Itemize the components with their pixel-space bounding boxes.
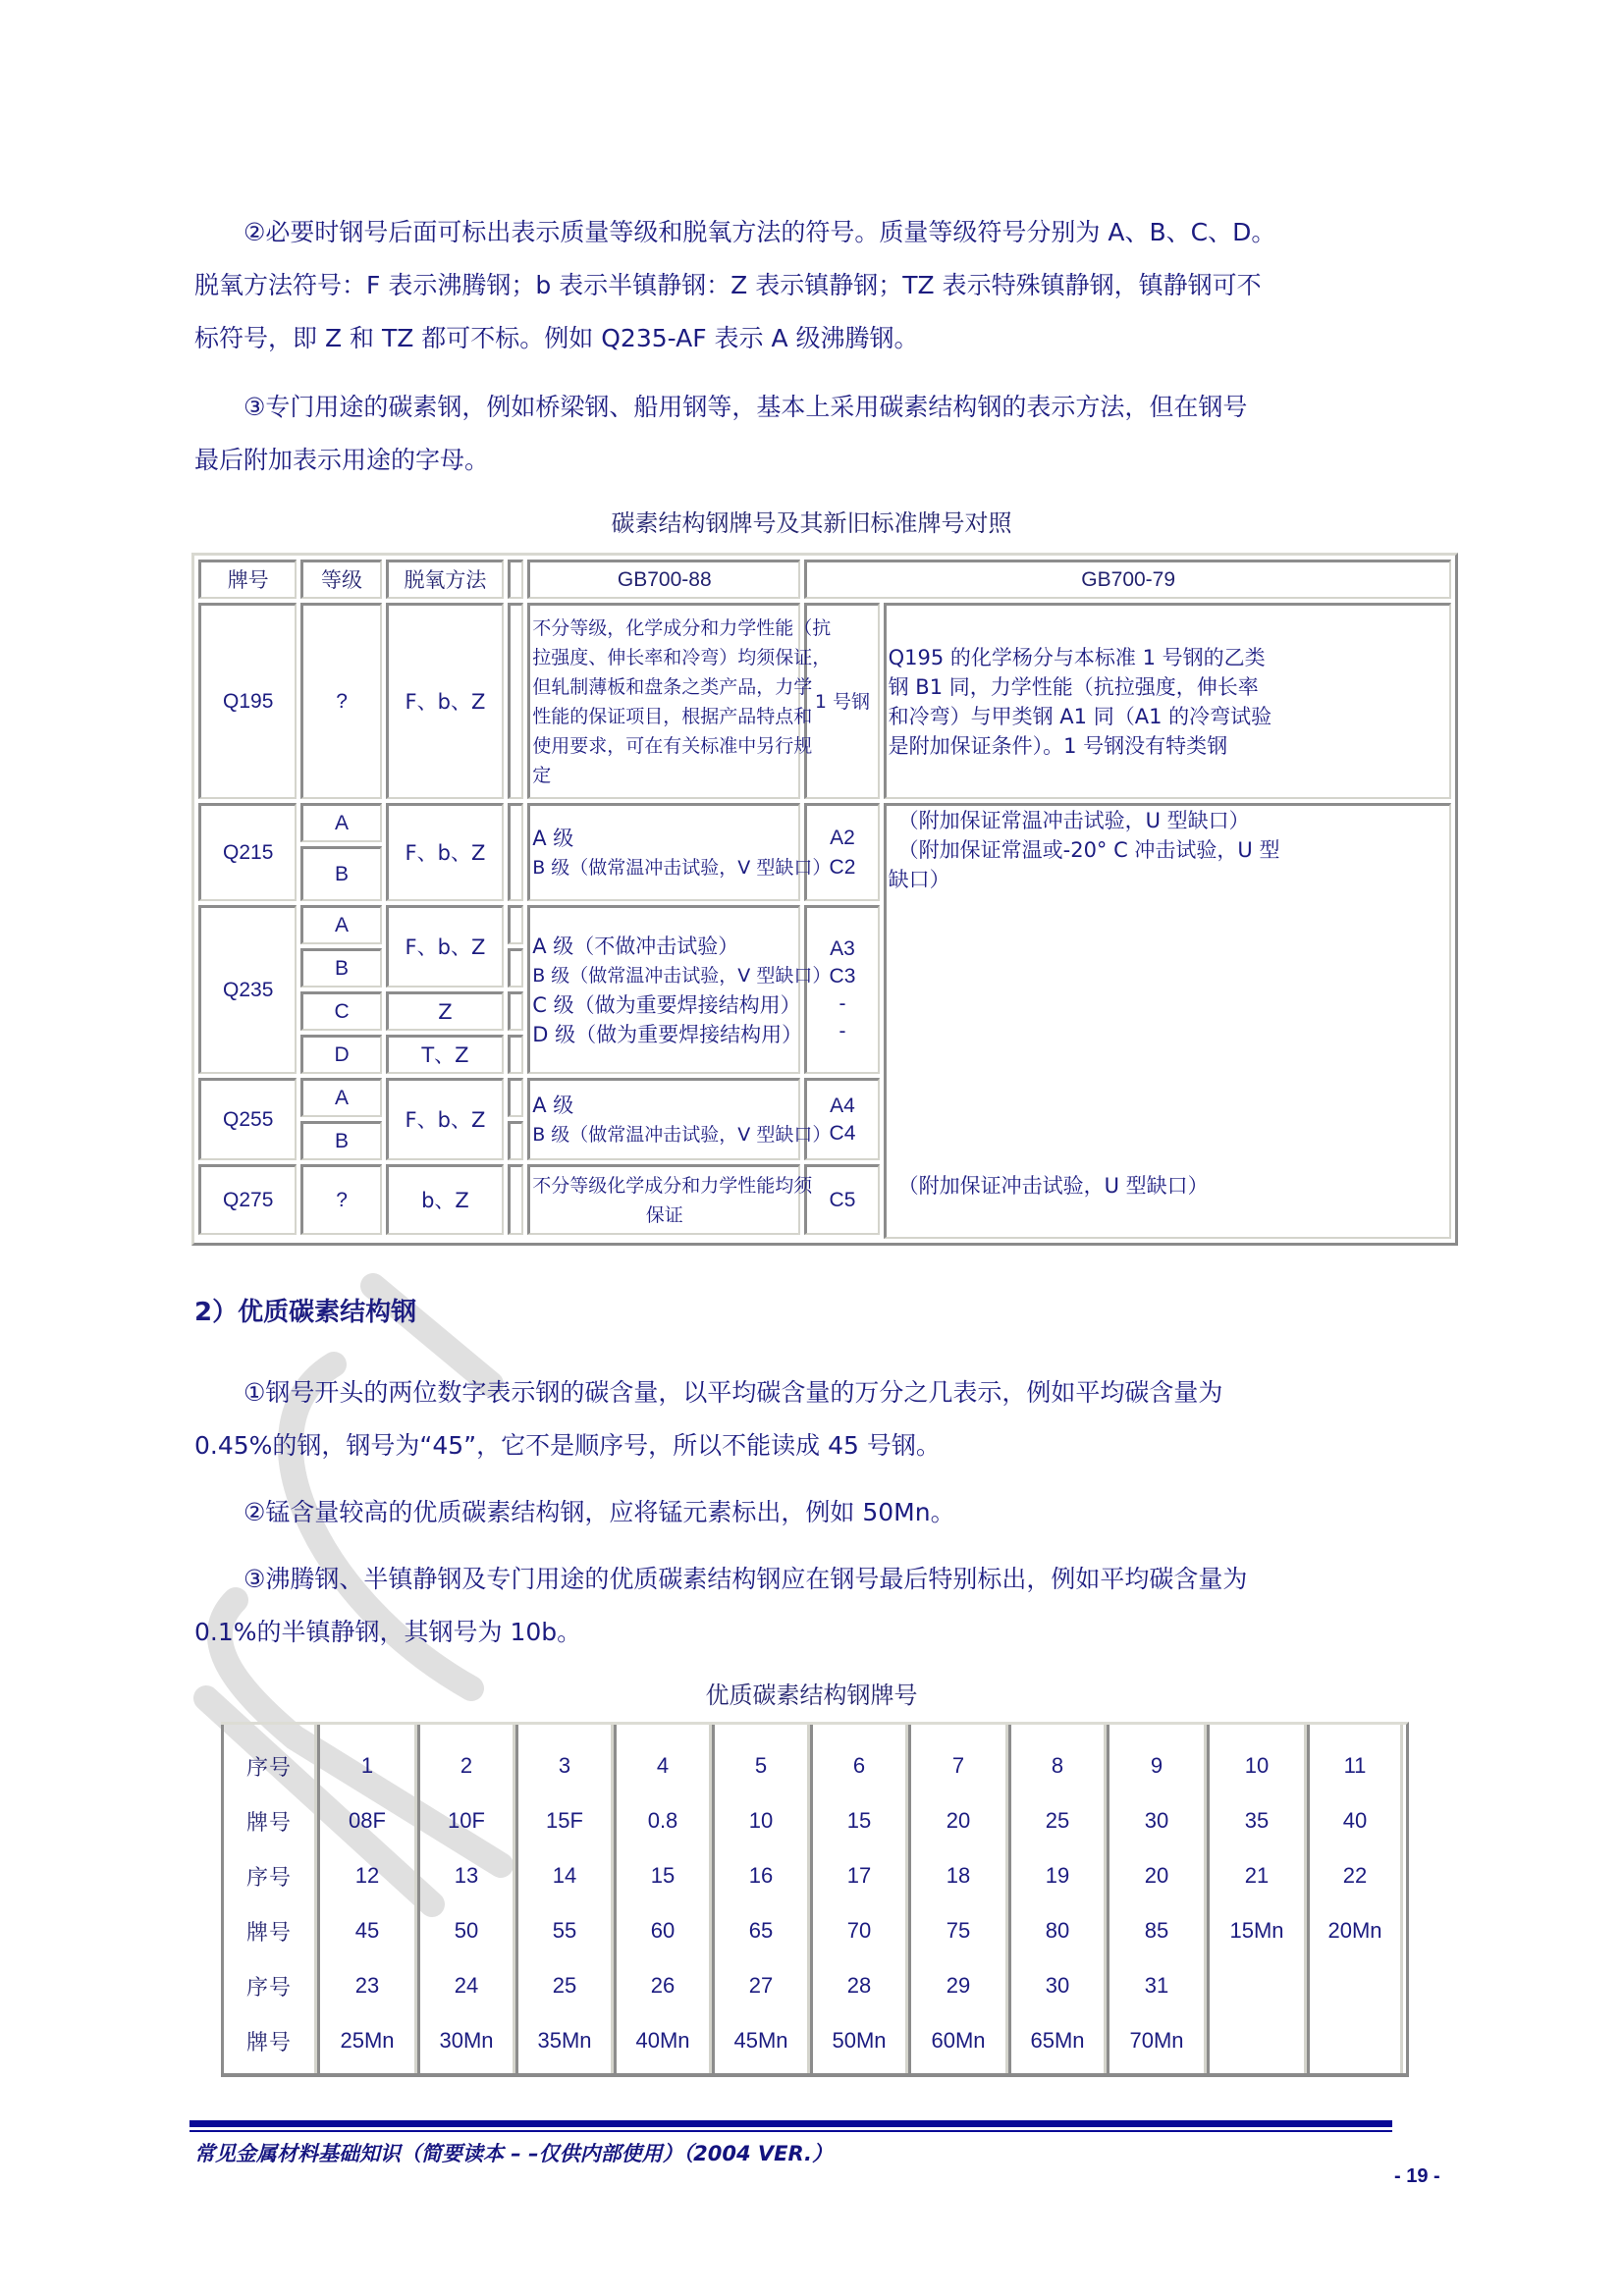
footer-title: 常见金属材料基础知识（简要读本 – –仅供内部使用）（2004 VER.）: [194, 2142, 834, 2165]
serial-number-cell: 23: [354, 1973, 380, 1998]
desc-line: A 级: [532, 826, 574, 850]
row-label: 序号: [245, 1755, 292, 1781]
serial-number-cell: 17: [846, 1863, 872, 1888]
old-grade-line: A2: [830, 826, 855, 849]
gb88-desc-cell: [527, 1164, 813, 1235]
level-cell: B: [300, 1121, 381, 1160]
desc-line: A 级（不做冲击试验）: [532, 934, 739, 958]
serial-number-cell: 24: [454, 1973, 479, 1998]
deox-cell: b、Z: [386, 1164, 504, 1235]
old-grade-cell: [804, 905, 879, 1074]
desc-line: B 级（做常温冲击试验，V 型缺口）: [532, 1123, 832, 1146]
desc-line: （附加保证常温或-20° C 冲击试验，U 型: [897, 838, 1280, 862]
old-grade-line: A4: [830, 1094, 855, 1117]
desc-line: B 级（做常温冲击试验，V 型缺口）: [532, 856, 832, 879]
steel-grade-cell: 15F: [546, 1808, 583, 1833]
spacer-cell: [508, 905, 523, 944]
row-label: 序号: [245, 1975, 292, 2001]
table-row: [198, 803, 1451, 842]
row-label: 序号: [245, 1865, 292, 1891]
serial-number-cell: 26: [650, 1973, 676, 1998]
gb88-desc-cell: [527, 1078, 832, 1160]
serial-number-cell: 19: [1045, 1863, 1070, 1888]
row-label: 牌号: [245, 2030, 292, 2056]
serial-number-cell: 10: [1244, 1753, 1270, 1778]
header-spacer: [508, 560, 523, 599]
level-cell: ?: [300, 603, 381, 799]
steel-grade-cell: [1210, 2013, 1304, 2068]
desc-line: 缺口）: [888, 868, 950, 891]
list-marker: ③: [243, 393, 266, 421]
steel-grade-cell: 45: [354, 1918, 380, 1943]
level-cell: D: [300, 1035, 381, 1074]
old-grade-line: -: [839, 991, 846, 1015]
paragraph-line: [194, 1366, 1451, 1419]
steel-grade-cell: 25Mn: [340, 2028, 395, 2053]
header-level: 等级: [300, 560, 381, 599]
serial-number-cell: 30: [1045, 1973, 1070, 1998]
steel-grade-cell: 60: [650, 1918, 676, 1943]
desc-line: A 级: [532, 1093, 574, 1117]
desc-line: 不分等级化学成分和力学性能均须: [532, 1174, 813, 1197]
table-column: [810, 1725, 908, 2073]
desc-line: 但轧制薄板和盘条之类产品，力学: [532, 675, 813, 698]
table-column: [712, 1725, 810, 2073]
steel-grade-cell: 25: [1045, 1808, 1070, 1833]
carbon-steel-grade-table: [191, 553, 1458, 1246]
steel-grade-cell: 50: [454, 1918, 479, 1943]
desc-line: 不分等级，化学成分和力学性能（抗: [532, 616, 832, 639]
list-marker: ②: [243, 218, 266, 246]
serial-number-cell: 27: [748, 1973, 774, 1998]
line-text: 沸腾钢、半镇静钢及专门用途的优质碳素结构钢应在钢号最后特别标出，例如平均碳含量为: [265, 1565, 1248, 1593]
level-cell: B: [300, 846, 381, 901]
paragraph-line: 脱氧方法符号：F 表示沸腾钢；b 表示半镇静钢：Z 表示镇静钢；TZ 表示特殊镇静钢，镇静钢可不: [194, 271, 1262, 299]
serial-number-cell: 28: [846, 1973, 872, 1998]
steel-grade-cell: 08F: [349, 1808, 386, 1833]
steel-grade-cell: 70: [846, 1918, 872, 1943]
steel-grade-cell: 75: [946, 1918, 971, 1943]
serial-number-cell: 15: [650, 1863, 676, 1888]
footer-rule: [189, 2120, 1392, 2127]
paragraph-rimmed-steel: [194, 1553, 1451, 1659]
steel-grade-cell: 40Mn: [635, 2028, 690, 2053]
serial-number-cell: 25: [552, 1973, 577, 1998]
serial-number-cell: 29: [946, 1973, 971, 1998]
line-text: 必要时钢号后面可标出表示质量等级和脱氧方法的符号。质量等级符号分别为 A、B、C、D。: [265, 218, 1276, 246]
level-cell: ?: [300, 1164, 381, 1235]
desc-line: Q195 的化学杨分与本标准 1 号钢的乙类: [888, 645, 1266, 669]
level-cell: B: [300, 948, 381, 988]
steel-grade-cell: 35: [1244, 1808, 1270, 1833]
list-marker: ③: [243, 1565, 266, 1593]
serial-number-cell: 9: [1150, 1753, 1163, 1778]
steel-grade-cell: 20Mn: [1327, 1918, 1382, 1943]
spacer-cell: [508, 803, 523, 901]
grade-cell: Q255: [198, 1078, 297, 1160]
old-grade-cell: [804, 803, 879, 901]
serial-number-cell: 18: [946, 1863, 971, 1888]
old-grade-line: C3: [829, 964, 856, 988]
row-label: 牌号: [245, 1810, 292, 1836]
level-cell: A: [300, 905, 381, 944]
serial-number-cell: 5: [754, 1753, 768, 1778]
steel-grade-cell: 15: [846, 1808, 872, 1833]
paragraph-line: [194, 1553, 1451, 1606]
serial-number-cell: 1: [360, 1753, 374, 1778]
table1-caption: 碳素结构钢牌号及其新旧标准牌号对照: [611, 509, 1012, 537]
steel-grade-cell: 0.8: [647, 1808, 678, 1833]
serial-number-cell: 14: [552, 1863, 577, 1888]
serial-number-cell: 20: [1144, 1863, 1169, 1888]
line-text: 专门用途的碳素钢，例如桥梁钢、船用钢等，基本上采用碳素结构钢的表示方法，但在钢号: [265, 393, 1248, 421]
page-number: - 19 -: [1394, 2165, 1440, 2187]
paragraph-line: 最后附加表示用途的字母。: [194, 446, 490, 474]
steel-grade-cell: 30Mn: [439, 2028, 494, 2053]
steel-grade-cell: 35Mn: [537, 2028, 592, 2053]
table-column: [515, 1725, 614, 2073]
list-marker: ②: [243, 1498, 266, 1526]
table-header-row: [198, 560, 1451, 599]
desc-line: 是附加保证条件）。1 号钢没有特类钢: [888, 733, 1228, 758]
paragraph-line: [194, 206, 1451, 259]
line-text: 锰含量较高的优质碳素结构钢，应将锰元素标出，例如 50Mn。: [265, 1498, 955, 1526]
paragraph-line: [194, 381, 1451, 434]
desc-line: C 级（做为重要焊接结构用）: [532, 992, 801, 1017]
grade-cell: Q215: [198, 803, 297, 901]
header-grade: 牌号: [198, 560, 297, 599]
section-heading: 2）优质碳素结构钢: [194, 1298, 417, 1327]
desc-line: 拉强度、伸长率和冷弯）均须保证，: [532, 646, 832, 668]
deox-cell: Z: [386, 991, 504, 1031]
serial-number-cell: 12: [354, 1863, 380, 1888]
row-label-column: [221, 1725, 317, 2073]
grade-cell: Q195: [198, 603, 297, 799]
serial-number-cell: 22: [1342, 1863, 1368, 1888]
table-column: [614, 1725, 712, 2073]
paragraph-line: [194, 1486, 1451, 1539]
paragraph-quality-grade: [194, 206, 1451, 365]
table-column: [1107, 1725, 1207, 2073]
desc-line: D 级（做为重要焊接结构用）: [532, 1022, 803, 1046]
old-grade-cell: [804, 1078, 879, 1160]
serial-number-cell: [1310, 1958, 1400, 2013]
spacer-cell: [508, 603, 523, 799]
old-desc-cell: [884, 603, 1451, 799]
desc-line: （附加保证冲击试验，U 型缺口）: [897, 1174, 1209, 1198]
desc-line: （附加保证常温冲击试验，U 型缺口）: [897, 809, 1250, 832]
serial-number-cell: 21: [1244, 1863, 1270, 1888]
steel-grade-cell: 85: [1144, 1918, 1169, 1943]
steel-grade-cell: 80: [1045, 1918, 1070, 1943]
steel-grade-cell: 45Mn: [733, 2028, 788, 2053]
desc-line: 钢 B1 同，力学性能（抗拉强度，伸长率: [888, 674, 1259, 699]
steel-grade-cell: 40: [1342, 1808, 1368, 1833]
header-gb700-79: GB700-79: [804, 560, 1451, 599]
row-label: 牌号: [245, 1920, 292, 1946]
serial-number-cell: 7: [951, 1753, 965, 1778]
deox-cell: F、b、Z: [386, 905, 504, 988]
paragraph-line: 标符号，即 Z 和 TZ 都可不标。例如 Q235-AF 表示 A 级沸腾钢。: [194, 324, 919, 352]
header-deoxidation: 脱氧方法: [386, 560, 504, 599]
spacer-cell: [508, 1164, 523, 1235]
steel-grade-cell: 30: [1144, 1808, 1169, 1833]
serial-number-cell: [1210, 1958, 1304, 2013]
gb88-desc-cell: [527, 603, 832, 799]
level-cell: A: [300, 803, 381, 842]
table2-caption: 优质碳素结构钢牌号: [705, 1682, 918, 1709]
serial-number-cell: 31: [1144, 1973, 1169, 1998]
level-cell: A: [300, 1078, 381, 1117]
steel-grade-cell: 55: [552, 1918, 577, 1943]
serial-number-cell: 8: [1051, 1753, 1064, 1778]
serial-number-cell: 3: [558, 1753, 571, 1778]
steel-grade-cell: 70Mn: [1129, 2028, 1184, 2053]
serial-number-cell: 6: [852, 1753, 866, 1778]
steel-grade-cell: 65Mn: [1030, 2028, 1085, 2053]
old-grade-line: -: [839, 1019, 846, 1042]
desc-spacer: [889, 894, 1447, 1171]
level-cell: C: [300, 991, 381, 1031]
steel-grade-cell: 50Mn: [832, 2028, 887, 2053]
gb88-desc-cell: [527, 803, 832, 901]
desc-line: 使用要求，可在有关标准中另行规: [532, 734, 813, 757]
grade-cell: Q275: [198, 1164, 297, 1235]
old-grade-line: C2: [829, 855, 856, 879]
spacer-cell: [508, 948, 523, 988]
table-column: [317, 1725, 417, 2073]
old-grade-line: C4: [829, 1121, 856, 1145]
desc-line: 定: [532, 764, 552, 786]
table-column: [1307, 1725, 1403, 2073]
quality-carbon-steel-table: [221, 1722, 1409, 2077]
serial-number-cell: 16: [748, 1863, 774, 1888]
table-row: [198, 603, 1451, 799]
table-column: [417, 1725, 515, 2073]
serial-number-cell: 13: [454, 1863, 479, 1888]
spacer-cell: [508, 1078, 523, 1117]
steel-grade-cell: [1310, 2013, 1400, 2068]
steel-grade-cell: 65: [748, 1918, 774, 1943]
deox-cell: F、b、Z: [386, 603, 504, 799]
steel-grade-cell: 15Mn: [1229, 1918, 1284, 1943]
steel-grade-cell: 20: [946, 1808, 971, 1833]
paragraph-special-use: [194, 381, 1451, 487]
paragraph-manganese: [194, 1486, 1451, 1539]
deox-cell: T、Z: [386, 1035, 504, 1074]
desc-line: 和冷弯）与甲类钢 A1 同（A1 的冷弯试验: [888, 704, 1272, 728]
desc-line: 性能的保证项目，根据产品特点和: [532, 705, 813, 727]
deox-cell: F、b、Z: [386, 1078, 504, 1160]
footer-rule-thin: [189, 2130, 1392, 2132]
old-desc-cell: [884, 803, 1451, 1239]
steel-grade-cell: 60Mn: [931, 2028, 986, 2053]
gb88-desc-cell: [527, 905, 832, 1074]
table-column: [1207, 1725, 1307, 2073]
list-marker: ①: [243, 1378, 266, 1407]
header-gb700-88: GB700-88: [527, 560, 800, 599]
table-column: [908, 1725, 1008, 2073]
spacer-cell: [508, 991, 523, 1031]
deox-cell: F、b、Z: [386, 803, 504, 901]
table-column: [1008, 1725, 1107, 2073]
spacer-cell: [508, 1121, 523, 1160]
old-grade-cell: C5: [804, 1164, 879, 1235]
steel-grade-cell: 10F: [448, 1808, 485, 1833]
spacer-cell: [508, 1035, 523, 1074]
serial-number-cell: 4: [656, 1753, 670, 1778]
paragraph-carbon-content: [194, 1366, 1451, 1472]
serial-number-cell: 11: [1343, 1753, 1367, 1778]
paragraph-line: 0.1%的半镇静钢，其钢号为 10b。: [194, 1618, 582, 1646]
paragraph-line: 0.45%的钢，钢号为“45”，它不是顺序号，所以不能读成 45 号钢。: [194, 1431, 941, 1460]
old-grade-line: A3: [830, 936, 855, 960]
old-grade-cell: 1 号钢: [804, 603, 879, 799]
desc-line: B 级（做常温冲击试验，V 型缺口）: [532, 964, 832, 987]
serial-number-cell: 2: [460, 1753, 473, 1778]
line-text: 钢号开头的两位数字表示钢的碳含量，以平均碳含量的万分之几表示，例如平均碳含量为: [265, 1378, 1223, 1407]
grade-cell: Q235: [198, 905, 297, 1074]
steel-grade-cell: 10: [748, 1808, 774, 1833]
desc-line: 保证: [645, 1203, 683, 1226]
